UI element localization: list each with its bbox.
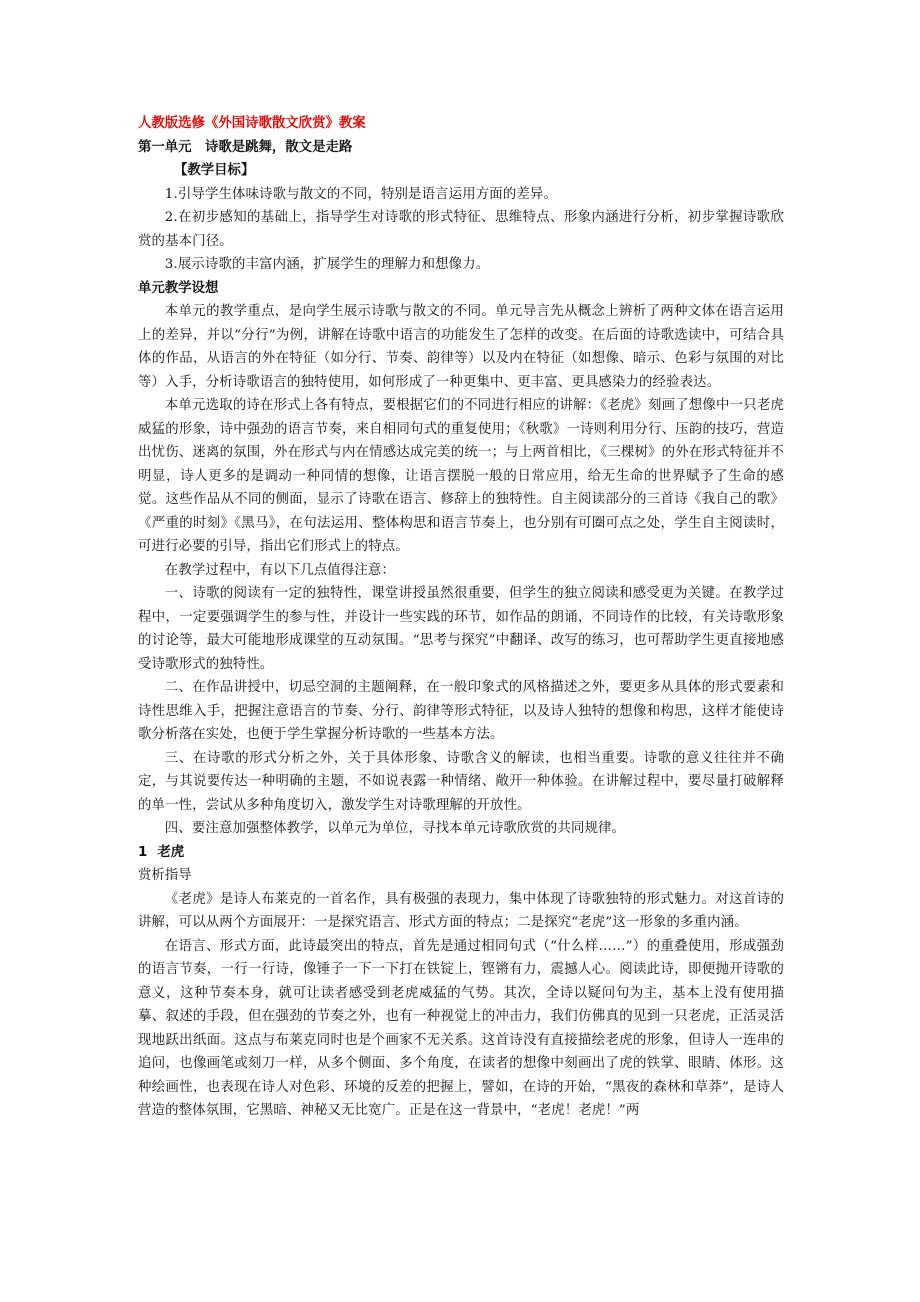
design-paragraph: 本单元的教学重点，是向学生展示诗歌与散文的不同。单元导言先从概念上辨析了两种文体在语言运用上的差异，并以“分行”为例，讲解在诗歌中语言的功能发生了怎样的改变。在后面的诗歌选读中，可结合具体的作品，从语言的外在特征（如分行、节奏、韵律等）以及内在特征（如想像、暗示、色彩与氛围的对比等）入手，分析诗歌语言的独特使用，如何形成了一种更集中、更丰富、更具感染力的经验表达。 xyxy=(138,304,784,390)
design-paragraph: 二、在作品讲授中，切忌空洞的主题阐释，在一般印象式的风格描述之外，要更多从具体的形式要素和诗性思维入手，把握注意语言的节奏、分行、韵律等形式特征，以及诗人独特的想像和构思，这样才能使诗歌分析落在实处，也便于学生掌握分析诗歌的一些基本方法。 xyxy=(138,680,784,742)
design-paragraph: 三、在诗歌的形式分析之外，关于具体形象、诗歌含义的解读，也相当重要。诗歌的意义往往并不确定，与其说要传达一种明确的主题，不如说表露一种情绪、敞开一种体验。在讲解过程中，要尽量打破解释的单一性，尝试从多种角度切入，激发学生对诗歌理解的开放性。 xyxy=(138,750,784,813)
unit-heading: 第一单元 诗歌是跳舞，散文是走路 xyxy=(138,139,353,155)
lesson-title: 老虎 xyxy=(157,844,185,860)
guide-label: 赏析指导 xyxy=(138,868,192,883)
objective-item: 2.在初步感知的基础上，指导学生对诗歌的形式特征、思维特点、形象内涵进行分析，初步掌握诗歌欣赏的基本门径。 xyxy=(138,210,784,249)
document-title: 人教版选修《外国诗歌散文欣赏》教案 xyxy=(138,116,366,131)
design-paragraph: 四、要注意加强整体教学，以单元为单位，寻找本单元诗歌欣赏的共同规律。 xyxy=(164,821,626,836)
design-paragraph: 一、诗歌的阅读有一定的独特性，课堂讲授虽然很重要，但学生的独立阅读和感受更为关键。在教学过程中，一定要强调学生的参与性，并设计一些实践的环节，如作品的朗诵，不同诗作的比较，有关诗歌形象的讨论等，最大可能地形成课堂的互动氛围。“思考与探究”中翻译、改写的练习，也可帮助学生更直接地感受诗歌形式的独特性。 xyxy=(138,586,784,672)
design-heading: 单元教学设想 xyxy=(138,280,219,296)
guide-paragraph: 《老虎》是诗人布莱克的一首名作，具有极强的表现力，集中体现了诗歌独特的形式魅力。对这首诗的讲解，可以从两个方面展开：一是探究语言、形式方面的特点；二是探究“老虎”这一形象的多重内涵。 xyxy=(138,891,784,930)
objectives-label: 【教学目标】 xyxy=(174,163,255,178)
guide-paragraph: 在语言、形式方面，此诗最突出的特点，首先是通过相同句式（“什么样……”）的重叠使用，形成强劲的语言节奏，一行一行诗，像锤子一下一下打在铁锭上，铿锵有力，震撼人心。阅读此诗，即便抛开诗歌的意义，这种节奏本身，就可让读者感受到老虎威猛的气势。其次，全诗以疑问句为主，基本上没有使用描摹、叙述的手段，但在强劲的节奏之外，也有一种视觉上的冲击力，我们仿佛真的见到一只老虎，正活灵活现地跃出纸面。这点与布莱克同时也是个画家不无关系。这首诗没有直接描绘老虎的形象，但诗人一连串的追问，也像画笔或刻刀一样，从多个侧面、多个角度，在读者的想像中刻画出了虎的铁掌、眼睛、体形。这种绘画性，也表现在诗人对色彩、环境的反差的把握上，譬如，在诗的开始，“黑夜的森林和草莽”，是诗人营造的整体氛围，它黑暗、神秘又无比宽广。正是在这一背景中，“老虎！老虎！”两 xyxy=(138,938,784,1118)
lesson-heading xyxy=(138,841,784,865)
lesson-number: 1 xyxy=(138,844,148,860)
objective-item: 1.引导学生体味诗歌与散文的不同，特别是语言运用方面的差异。 xyxy=(164,186,558,202)
objective-item: 3.展示诗歌的丰富内涵，扩展学生的理解力和想像力。 xyxy=(164,257,490,272)
design-paragraph: 在教学过程中，有以下几点值得注意： xyxy=(164,562,395,578)
design-paragraph: 本单元选取的诗在形式上各有特点，要根据它们的不同进行相应的讲解：《老虎》刻画了想像中一只老虎威猛的形象，诗中强劲的语言节奏，来自相同句式的重复使用；《秋歌》一诗则利用分行、压韵的技巧，营造出忧伤、迷离的氛围，外在形式与内在情感达成完美的统一；与上两首相比，《三棵树》的外在形式特征并不明显，诗人更多的是调动一种同情的想像，让语言摆脱一般的日常应用，给无生命的世界赋予了生命的感觉。这些作品从不同的侧面，显示了诗歌在语言、修辞上的独特性。自主阅读部分的三首诗《我自己的歌》《严重的时刻》《黑马》，在句法运用、整体构思和语言节奏上，也分别有可圈可点之处，学生自主阅读时，可进行必要的引导，指出它们形式上的特点。 xyxy=(138,398,784,554)
document-page xyxy=(138,112,784,1123)
